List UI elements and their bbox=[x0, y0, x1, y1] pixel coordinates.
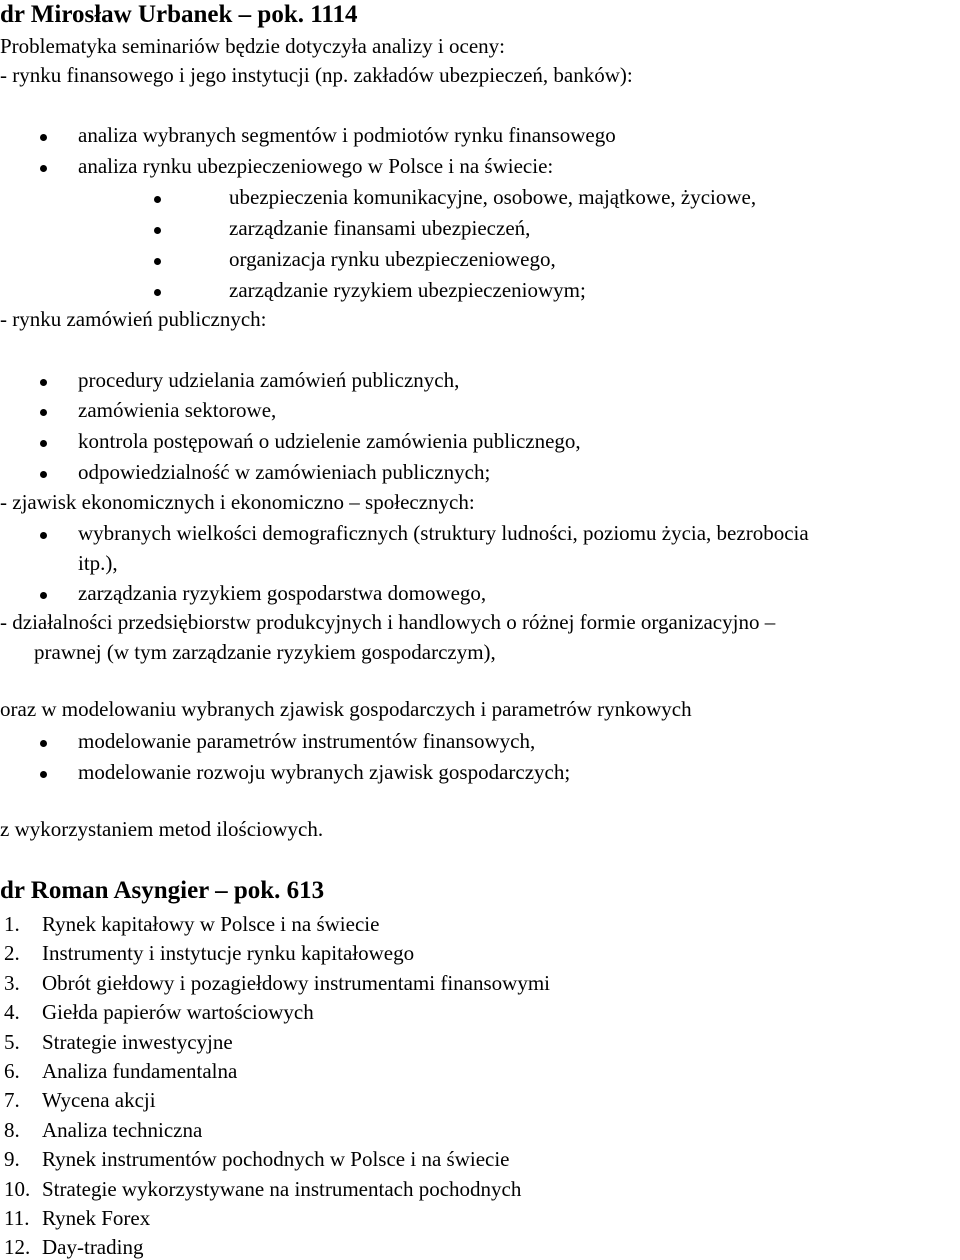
bullet-item: zarządzania ryzykiem gospodarstwa domowego, bbox=[0, 580, 960, 606]
section1-outro: z wykorzystaniem metod ilościowych. bbox=[0, 817, 324, 841]
bullet-icon bbox=[154, 258, 161, 265]
bullet-item: zamówienia sektorowe, bbox=[0, 397, 960, 423]
list-item-text: Rynek instrumentów pochodnych w Polsce i na świecie bbox=[42, 1147, 510, 1172]
numbered-list-item bbox=[0, 1146, 960, 1172]
list-item-text: Strategie wykorzystywane na instrumentach pochodnych bbox=[42, 1176, 522, 1201]
numbered-list-item bbox=[0, 1058, 960, 1084]
list-item-text: Wycena akcji bbox=[42, 1088, 156, 1113]
bullet-icon bbox=[40, 771, 47, 778]
bullet-icon bbox=[40, 165, 47, 172]
numbered-list-item bbox=[0, 1117, 960, 1143]
list-item-number: 7. bbox=[4, 1088, 20, 1113]
list-item-number: 6. bbox=[4, 1059, 20, 1083]
numbered-list-item bbox=[0, 1029, 960, 1055]
bullet-item: analiza rynku ubezpieczeniowego w Polsce i na świecie: bbox=[0, 153, 960, 179]
bullet-icon bbox=[40, 471, 47, 478]
bullet-item: wybranych wielkości demograficznych (struktury ludności, poziomu życia, bezrobocia bbox=[0, 520, 960, 546]
numbered-list-item bbox=[0, 1087, 960, 1113]
list-item-number: 1. bbox=[4, 912, 20, 936]
numbered-list-item bbox=[0, 911, 960, 937]
bullet-continuation: itp.), bbox=[78, 551, 118, 575]
bullet-icon bbox=[40, 592, 47, 599]
list-item-text: Instrumenty i instytucje rynku kapitałowego bbox=[42, 941, 415, 966]
list-item-text: Strategie inwestycyjne bbox=[42, 1029, 233, 1054]
list-item-number: 8. bbox=[4, 1117, 20, 1142]
bullet-icon bbox=[40, 440, 47, 447]
list-item-number: 5. bbox=[4, 1029, 20, 1054]
list-item-text: Rynek Forex bbox=[42, 1206, 151, 1230]
bullet-icon bbox=[40, 740, 47, 747]
list-item-text: Day-trading bbox=[42, 1235, 144, 1260]
list-item-text: Obrót giełdowy i pozagiełdowy instrumentami finansowymi bbox=[42, 970, 550, 995]
list-item-text: Analiza fundamentalna bbox=[42, 1059, 238, 1083]
sub-bullet-item: ubezpieczenia komunikacyjne, osobowe, majątkowe, życiowe, bbox=[0, 184, 960, 210]
list-item-text: Analiza techniczna bbox=[42, 1117, 203, 1142]
bullet-item: kontrola postępowań o udzielenie zamówienia publicznego, bbox=[0, 428, 960, 454]
section1-intro: Problematyka seminariów będzie dotyczyła analizy i oceny: bbox=[0, 34, 505, 58]
numbered-list-item bbox=[0, 940, 960, 966]
bullet-icon bbox=[154, 196, 161, 203]
list-item-number: 3. bbox=[4, 970, 20, 995]
sub-bullet-item: zarządzanie ryzykiem ubezpieczeniowym; bbox=[0, 277, 960, 303]
dash-item-continuation: prawnej (w tym zarządzanie ryzykiem gospodarczym), bbox=[34, 640, 496, 664]
section1-heading: dr Mirosław Urbanek – pok. 1114 bbox=[0, 1, 358, 28]
bullet-item: odpowiedzialność w zamówieniach publicznych; bbox=[0, 459, 960, 485]
list-item-number: 2. bbox=[4, 941, 20, 966]
bullet-icon bbox=[154, 289, 161, 296]
dash-item-financial-market: - rynku finansowego i jego instytucji (np. zakładów ubezpieczeń, banków): bbox=[0, 63, 633, 87]
list-item-text: Rynek kapitałowy w Polsce i na świecie bbox=[42, 912, 380, 936]
numbered-list-item bbox=[0, 999, 960, 1025]
list-item-number: 9. bbox=[4, 1147, 20, 1172]
numbered-list-item bbox=[0, 1205, 960, 1231]
bullet-item: analiza wybranych segmentów i podmiotów rynku finansowego bbox=[0, 122, 960, 148]
bullet-icon bbox=[40, 409, 47, 416]
list-item-number: 4. bbox=[4, 1000, 20, 1025]
numbered-list-item bbox=[0, 1234, 960, 1260]
modeling-intro: oraz w modelowaniu wybranych zjawisk gospodarczych i parametrów rynkowych bbox=[0, 697, 692, 721]
section2-heading: dr Roman Asyngier – pok. 613 bbox=[0, 877, 325, 904]
sub-bullet-item: zarządzanie finansami ubezpieczeń, bbox=[0, 215, 960, 241]
bullet-icon bbox=[40, 532, 47, 539]
bullet-item: modelowanie parametrów instrumentów finansowych, bbox=[0, 728, 960, 754]
bullet-icon bbox=[154, 227, 161, 234]
list-item-number: 12. bbox=[4, 1235, 31, 1260]
dash-item-public-procurement: - rynku zamówień publicznych: bbox=[0, 307, 267, 331]
numbered-list-item bbox=[0, 970, 960, 996]
bullet-icon bbox=[40, 134, 47, 141]
bullet-item: procedury udzielania zamówień publicznych, bbox=[0, 367, 960, 393]
list-item-number: 11. bbox=[4, 1206, 30, 1230]
dash-item-economic-phenomena: - zjawisk ekonomicznych i ekonomiczno – społecznych: bbox=[0, 490, 475, 514]
dash-item-enterprises: - działalności przedsiębiorstw produkcyjnych i handlowych o różnej formie organizacyjno – bbox=[0, 610, 776, 634]
sub-bullet-item: organizacja rynku ubezpieczeniowego, bbox=[0, 246, 960, 272]
list-item-number: 10. bbox=[4, 1176, 31, 1201]
list-item-text: Giełda papierów wartościowych bbox=[42, 1000, 314, 1025]
numbered-list-item bbox=[0, 1176, 960, 1202]
bullet-icon bbox=[40, 379, 47, 386]
bullet-item: modelowanie rozwoju wybranych zjawisk gospodarczych; bbox=[0, 759, 960, 785]
